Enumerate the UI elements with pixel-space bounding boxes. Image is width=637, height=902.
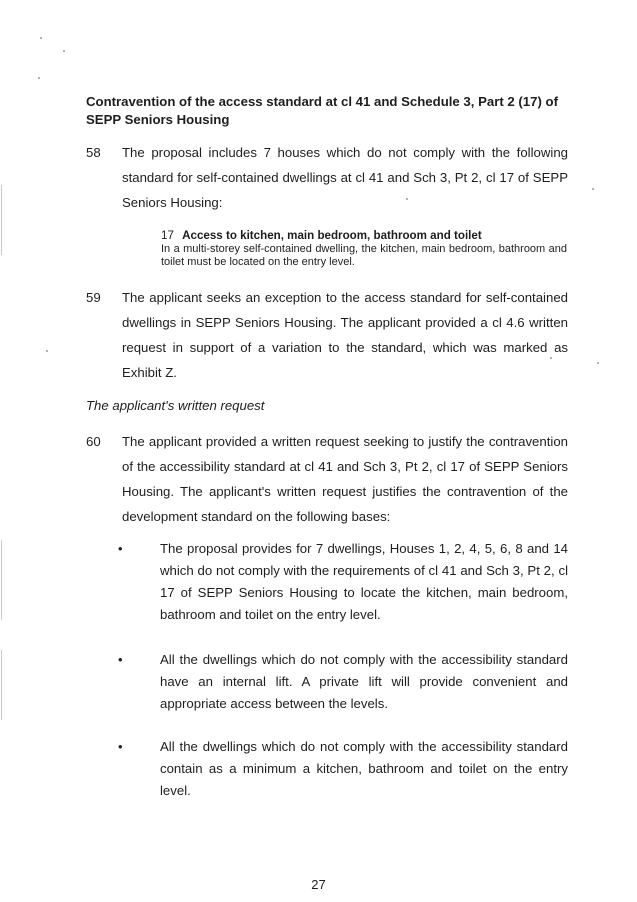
scan-speck [40,37,42,39]
bullet-item [118,649,568,715]
paragraph-text: The proposal includes 7 houses which do not comply with the following standard for self-contained dwellings at cl 41 and Sch 3, Pt 2, cl 17 of SEPP Seniors Housing: [122,145,568,210]
page-number: 27 [311,877,326,892]
subheading: The applicant's written request [86,398,265,413]
bullet-marker: • [118,652,123,667]
bullet-text: The proposal provides for 7 dwellings, Houses 1, 2, 4, 5, 6, 8 and 14 which do not comply with the requirements of cl 41 and Sch 3, Pt 2, cl 17 of SEPP Seniors Housing to locate the kitchen, main bedroom, bathroom and toilet on the entry level. [160,541,568,622]
quoted-standard [161,229,567,270]
scan-speck [46,350,48,352]
quote-title: Access to kitchen, main bedroom, bathroom and toilet [182,229,482,242]
scan-speck [38,77,40,79]
bullet-text: All the dwellings which do not comply with the accessibility standard have an internal lift. A private lift will provide convenient and appropriate access between the levels. [160,652,568,711]
scan-edge-line [1,185,2,255]
scan-speck [597,362,599,364]
scan-edge-line [1,540,2,620]
bullet-marker: • [118,541,123,556]
scan-edge-line [1,650,2,720]
bullet-marker: • [118,739,123,754]
paragraph-59 [86,285,568,385]
paragraph-number: 58 [86,145,101,160]
paragraph-text: The applicant provided a written request seeking to justify the contravention of the accessibility standard at cl 41 and Sch 3, Pt 2, cl 17 of SEPP Seniors Housing. The applicant's written request justifies the contravention of the development standard on the following bases: [122,434,568,524]
scan-speck [63,50,65,52]
paragraph-number: 59 [86,290,101,305]
quote-number: 17 [161,229,174,242]
scan-speck [592,188,594,190]
bullet-item [118,538,568,626]
paragraph-60 [86,429,568,529]
paragraph-58 [86,140,568,215]
bullet-text: All the dwellings which do not comply with the accessibility standard contain as a minimum a kitchen, bathroom and toilet on the entry level. [160,739,568,798]
paragraph-number: 60 [86,434,101,449]
paragraph-text: The applicant seeks an exception to the access standard for self-contained dwellings in SEPP Seniors Housing. The applicant provided a cl 4.6 written request in support of a variation to the standard, which was marked as Exhibit Z. [122,290,568,380]
bullet-item [118,736,568,802]
quote-heading [161,229,567,243]
section-heading: Contravention of the access standard at cl 41 and Schedule 3, Part 2 (17) of SEPP Seniors Housing [86,94,558,127]
quote-body: In a multi-storey self-contained dwelling, the kitchen, main bedroom, bathroom and toilet must be located on the entry level. [161,242,567,268]
